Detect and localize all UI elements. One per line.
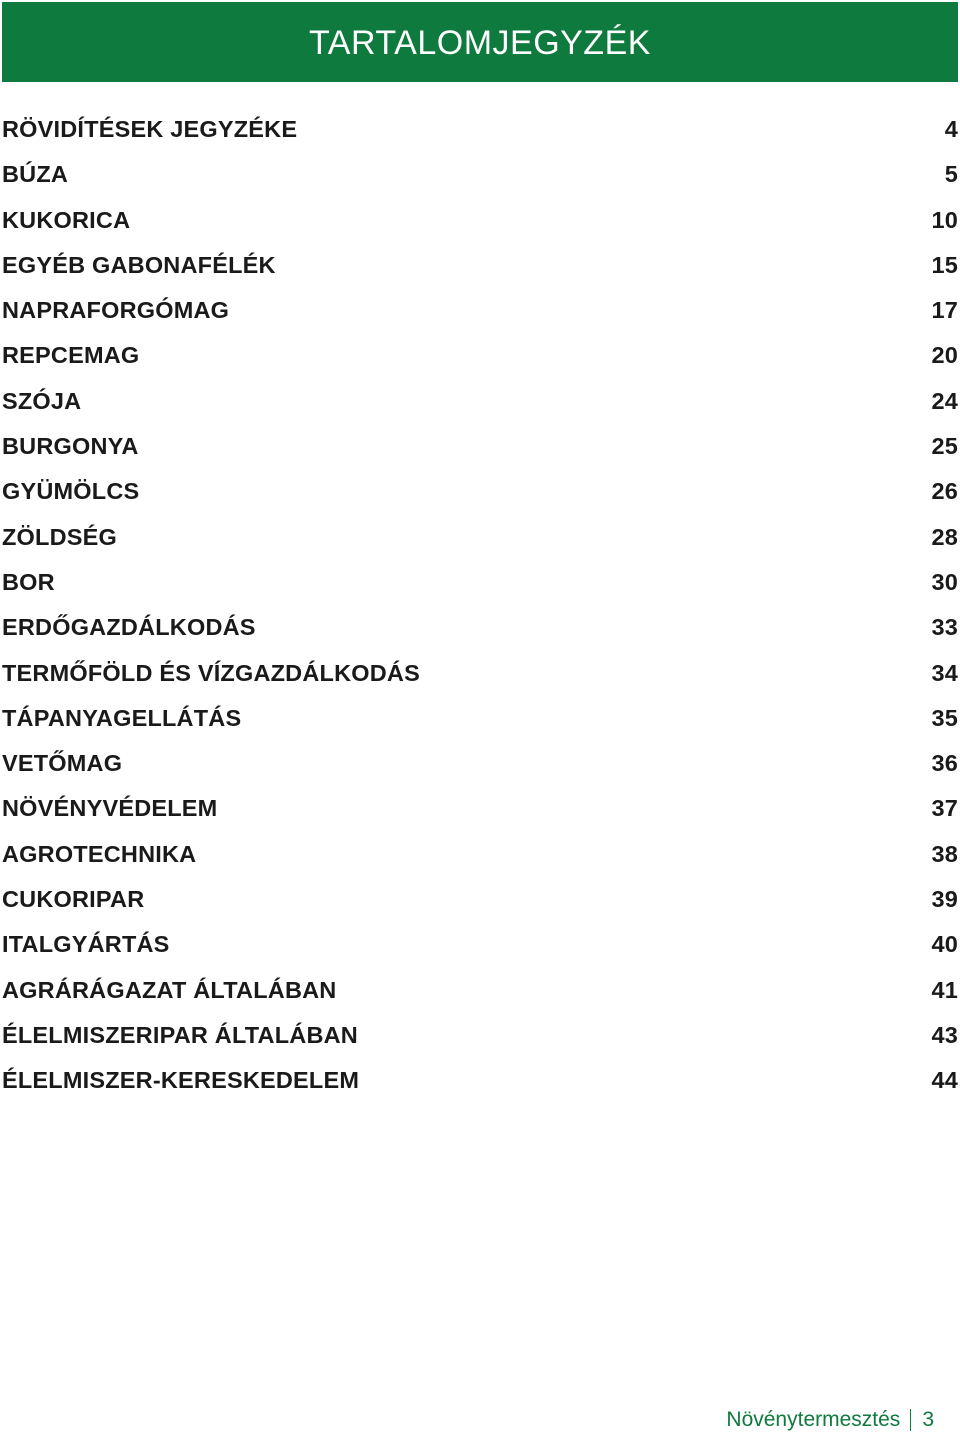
toc-entry-page: 41	[931, 976, 958, 1003]
toc-entry[interactable]	[2, 660, 958, 705]
toc-entry-page: 4	[944, 116, 958, 142]
toc-entry-page: 17	[931, 297, 958, 324]
page-footer	[726, 1408, 934, 1432]
toc-entry-page: 20	[931, 342, 958, 369]
toc-entry-page: 35	[931, 704, 958, 731]
toc-entry-title: ERDŐGAZDÁLKODÁS	[2, 614, 256, 641]
toc-entry-page: 36	[931, 750, 958, 777]
toc-entry[interactable]	[2, 886, 958, 931]
toc-entry[interactable]	[2, 795, 958, 840]
toc-entry-page: 25	[931, 433, 958, 460]
toc-entry-page: 10	[931, 206, 958, 233]
toc-entry[interactable]	[2, 161, 958, 206]
toc-entry[interactable]	[2, 1022, 958, 1067]
footer-page-number: 3	[922, 1408, 934, 1431]
toc-entry[interactable]	[2, 116, 958, 161]
toc-entry-title: GYÜMÖLCS	[2, 478, 140, 505]
toc-entry-title: KUKORICA	[2, 206, 131, 233]
toc-entry-title: BOR	[2, 568, 55, 595]
toc-entry-page: 30	[931, 568, 958, 595]
toc-list	[2, 116, 958, 1113]
toc-entry[interactable]	[2, 931, 958, 976]
toc-entry-title: REPCEMAG	[2, 342, 140, 369]
toc-entry[interactable]	[2, 252, 958, 297]
toc-entry-page: 24	[931, 387, 958, 414]
toc-entry-page: 33	[931, 614, 958, 641]
page-title: TARTALOMJEGYZÉK	[309, 23, 651, 62]
toc-entry-title: EGYÉB GABONAFÉLÉK	[2, 251, 276, 278]
toc-entry-title: VETŐMAG	[2, 750, 123, 777]
toc-entry-title: AGRÁRÁGAZAT ÁLTALÁBAN	[2, 976, 337, 1003]
toc-entry[interactable]	[2, 569, 958, 614]
toc-entry-title: ITALGYÁRTÁS	[2, 931, 170, 958]
toc-entry-title: ÉLELMISZER-KERESKEDELEM	[2, 1067, 360, 1094]
header-band	[2, 2, 958, 82]
toc-entry-title: NÖVÉNYVÉDELEM	[2, 795, 218, 822]
toc-entry[interactable]	[2, 388, 958, 433]
toc-entry-title: BURGONYA	[2, 433, 139, 460]
toc-entry[interactable]	[2, 977, 958, 1022]
toc-entry-page: 43	[931, 1021, 958, 1048]
footer-separator	[910, 1409, 911, 1431]
toc-entry[interactable]	[2, 207, 958, 252]
toc-entry-page: 5	[944, 161, 958, 188]
toc-entry-title: ÉLELMISZERIPAR ÁLTALÁBAN	[2, 1021, 358, 1048]
toc-entry[interactable]	[2, 841, 958, 886]
toc-entry-page: 28	[931, 523, 958, 550]
toc-entry[interactable]	[2, 478, 958, 523]
toc-entry-page: 34	[931, 659, 958, 686]
toc-entry[interactable]	[2, 433, 958, 478]
toc-entry[interactable]	[2, 524, 958, 569]
toc-entry[interactable]	[2, 1067, 958, 1112]
toc-entry[interactable]	[2, 705, 958, 750]
toc-entry-title: AGROTECHNIKA	[2, 840, 197, 867]
toc-entry-page: 40	[931, 931, 958, 958]
toc-entry-title: NAPRAFORGÓMAG	[2, 297, 230, 324]
toc-entry-title: TÁPANYAGELLÁTÁS	[2, 704, 242, 731]
toc-entry-page: 38	[931, 840, 958, 867]
toc-entry-title: SZÓJA	[2, 387, 82, 414]
toc-entry-title: CUKORIPAR	[2, 886, 145, 913]
toc-entry[interactable]	[2, 342, 958, 387]
toc-entry-page: 44	[931, 1067, 958, 1094]
toc-entry-page: 15	[931, 251, 958, 278]
toc-entry-title: ZÖLDSÉG	[2, 523, 117, 550]
footer-publication-title: Növénytermesztés	[726, 1408, 901, 1431]
toc-entry-page: 37	[931, 795, 958, 822]
toc-entry-page: 39	[931, 886, 958, 913]
toc-entry[interactable]	[2, 614, 958, 659]
toc-entry-page: 26	[931, 478, 958, 505]
toc-entry-title: RÖVIDÍTÉSEK JEGYZÉKE	[2, 116, 298, 142]
toc-entry[interactable]	[2, 297, 958, 342]
toc-entry-title: BÚZA	[2, 161, 69, 188]
toc-entry[interactable]	[2, 750, 958, 795]
toc-entry-title: TERMŐFÖLD ÉS VÍZGAZDÁLKODÁS	[2, 659, 420, 686]
